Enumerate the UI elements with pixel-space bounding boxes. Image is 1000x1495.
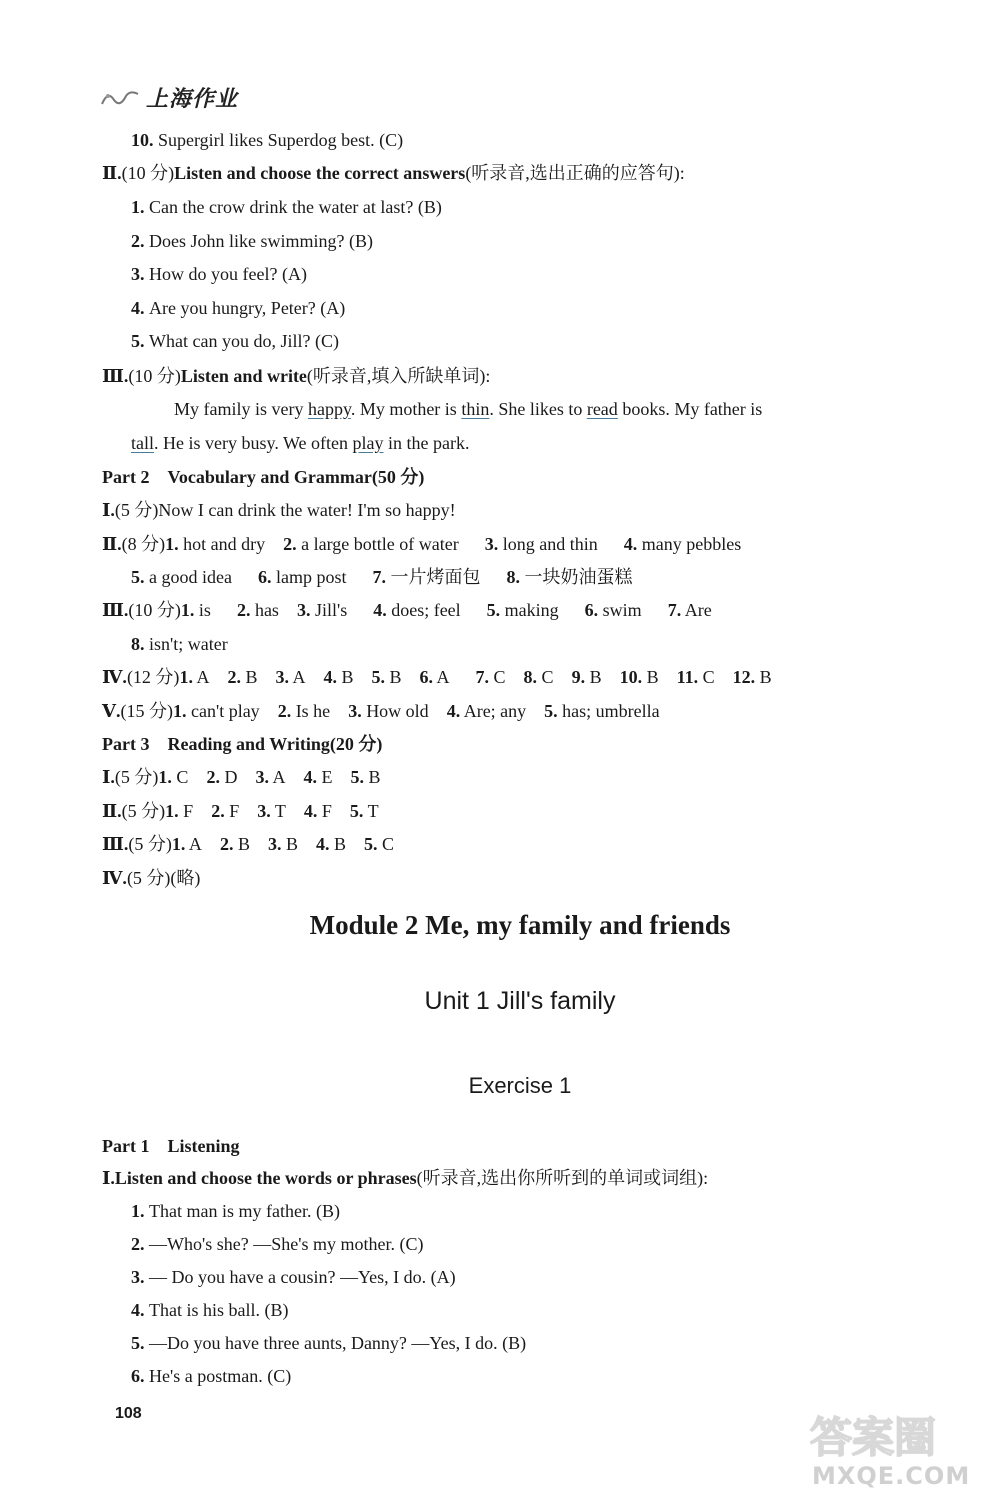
answer-line: Ⅳ.(12 分)1. A 2. B 3. A 4. B 5. B 6. A 7. C 8. C 9. B 10. B 11. C 12. B [102, 667, 772, 687]
brand-name: 上海作业 [146, 86, 239, 112]
page-number: 108 [115, 1405, 142, 1422]
section-heading: Ⅲ.(10 分)Listen and write(听录音,填入所缺单词): [102, 366, 491, 386]
header-logo [100, 82, 238, 112]
filled-blank: read [586, 399, 618, 419]
answer-line: 2. —Who's she? —She's my mother. (C) [131, 1234, 424, 1254]
part-heading: Part 2 Vocabulary and Grammar(50 分) [102, 467, 425, 487]
watermark-url: MXQE.COM [812, 1462, 971, 1490]
answer-line: 5. What can you do, Jill? (C) [131, 331, 339, 351]
cloze-line: tall. He is very busy. We often play in the park. [131, 433, 470, 453]
answer-line: 4. That is his ball. (B) [131, 1300, 289, 1320]
answer-line: 4. Are you hungry, Peter? (A) [131, 298, 346, 318]
answer-line: 1. That man is my father. (B) [131, 1201, 340, 1221]
section-heading: Ⅰ.Listen and choose the words or phrases(听录音,选出你所听到的单词或词组): [102, 1168, 709, 1188]
answer-line: 10. Supergirl likes Superdog best. (C) [131, 130, 404, 150]
answer-line: Ⅱ.(5 分)1. F 2. F 3. T 4. F 5. T [102, 801, 379, 821]
logo-swirl-icon [100, 86, 140, 108]
answer-line: Ⅰ.(5 分)1. C 2. D 3. A 4. E 5. B [102, 767, 381, 787]
answer-line: 6. He's a postman. (C) [131, 1366, 292, 1386]
answer-line: 3. — Do you have a cousin? —Yes, I do. (A) [131, 1267, 456, 1287]
answer-line: 5. a good idea 6. lamp post 7. 一片烤面包 8. 一块奶油蛋糕 [131, 567, 633, 587]
answer-line: Ⅰ.(5 分)Now I can drink the water! I'm so happy! [102, 500, 456, 520]
section-heading: Ⅱ.(10 分)Listen and choose the correct answers(听录音,选出正确的应答句): [102, 163, 685, 183]
unit-title: Unit 1 Jill's family [424, 987, 616, 1015]
answer-line: Ⅳ.(5 分)(略) [102, 868, 201, 888]
filled-blank: happy [307, 399, 351, 419]
answer-line: Ⅴ.(15 分)1. can't play 2. Is he 3. How old 4. Are; any 5. has; umbrella [102, 701, 660, 721]
cloze-line: My family is very happy. My mother is thin. She likes to read books. My father is [174, 399, 763, 419]
answer-line: 3. How do you feel? (A) [131, 264, 307, 284]
answer-line: Ⅲ.(10 分)1. is 2. has 3. Jill's 4. does; feel 5. making 6. swim 7. Are [102, 600, 712, 620]
part-heading: Part 3 Reading and Writing(20 分) [102, 734, 383, 754]
module-title: Module 2 Me, my family and friends [309, 910, 731, 940]
filled-blank: play [352, 433, 384, 453]
answer-line: 2. Does John like swimming? (B) [131, 231, 373, 251]
filled-blank: thin [461, 399, 490, 419]
watermark-top-text: 答案圈 [810, 1413, 937, 1462]
answer-line: 8. isn't; water [131, 634, 228, 654]
part-heading: Part 1 Listening [102, 1136, 240, 1156]
exercise-title: Exercise 1 [468, 1073, 572, 1098]
answer-line: 5. —Do you have three aunts, Danny? —Yes, I do. (B) [131, 1333, 527, 1353]
answer-line: Ⅱ.(8 分)1. hot and dry 2. a large bottle of water 3. long and thin 4. many pebbles [102, 534, 742, 554]
answer-line: 1. Can the crow drink the water at last? (B) [131, 197, 442, 217]
answer-line: Ⅲ.(5 分)1. A 2. B 3. B 4. B 5. C [102, 834, 394, 854]
filled-blank: tall [131, 433, 154, 453]
